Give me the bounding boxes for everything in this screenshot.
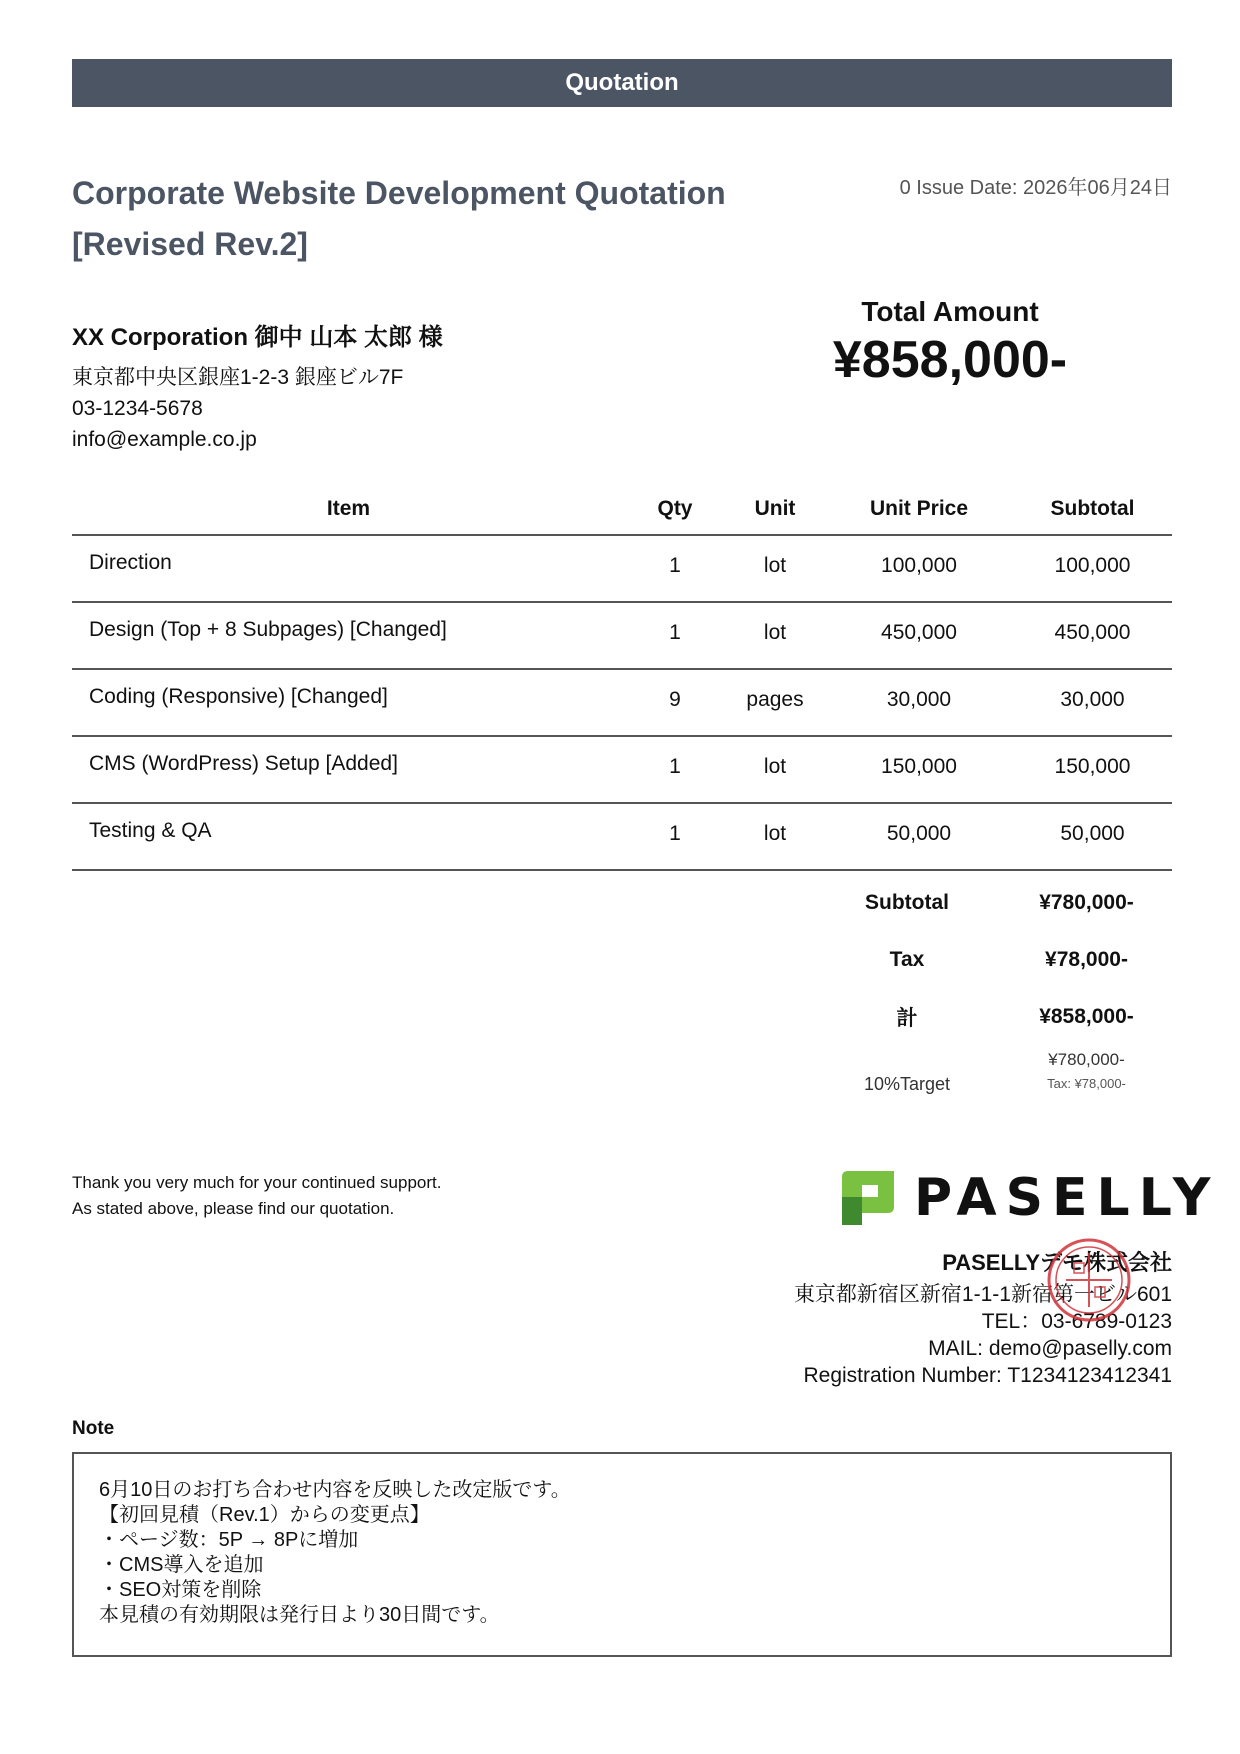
logo-wordmark: PASELLY xyxy=(914,1168,1220,1228)
item-qty: 1 xyxy=(669,822,681,845)
logo-mark-icon xyxy=(838,1167,898,1229)
company-tel: TEL：03-6789-0123 xyxy=(981,1310,1172,1333)
item-name: Coding (Responsive) [Changed] xyxy=(89,685,388,708)
item-name: Testing & QA xyxy=(89,819,212,842)
item-unit: lot xyxy=(763,755,787,778)
recipient-phone: 03-1234-5678 xyxy=(72,397,203,420)
item-qty: 9 xyxy=(669,688,681,711)
tax-rate-values xyxy=(1001,1050,1172,1095)
thanks-line-1: Thank you very much for your continued support. xyxy=(72,1173,442,1192)
table-row xyxy=(72,670,1172,737)
subtotal-row xyxy=(813,874,1172,931)
total-amount-box xyxy=(800,296,1100,390)
item-unit: lot xyxy=(763,621,787,644)
header-unit-price: Unit Price xyxy=(869,496,969,520)
thanks-line-2: As stated above, please find our quotation. xyxy=(72,1199,395,1218)
item-unit-price: 100,000 xyxy=(881,554,957,577)
item-name: Design (Top + 8 Subpages) [Changed] xyxy=(89,618,447,641)
item-subtotal: 50,000 xyxy=(1060,822,1125,845)
company-address: 東京都新宿区新宿1-1-1新宿第一ビル601 xyxy=(793,1283,1172,1306)
grand-total-value: ¥858,000- xyxy=(1039,1004,1134,1028)
header-title: Quotation xyxy=(565,69,679,96)
note-label: Note xyxy=(72,1418,115,1439)
thanks-message xyxy=(72,1170,441,1222)
subtotal-value: ¥780,000- xyxy=(1039,890,1134,914)
company-registration: Registration Number: T1234123412341 xyxy=(803,1364,1172,1387)
tax-value: ¥78,000- xyxy=(1045,947,1128,971)
item-unit-price: 50,000 xyxy=(886,822,952,845)
company-seal-stamp xyxy=(1046,1237,1132,1323)
items-table-header xyxy=(72,483,1172,536)
table-row xyxy=(72,737,1172,804)
table-row xyxy=(72,603,1172,670)
total-amount-value: ¥858,000- xyxy=(832,331,1068,389)
document-title: Corporate Website Development Quotation [Revised Rev.2] xyxy=(72,175,726,262)
header-item: Item xyxy=(326,496,371,520)
header-subtotal: Subtotal xyxy=(1050,496,1135,520)
header-bar xyxy=(72,59,1172,107)
item-subtotal: 30,000 xyxy=(1060,688,1125,711)
grand-total-label: 計 xyxy=(896,1006,918,1030)
item-unit: pages xyxy=(746,688,804,711)
recipient-email: info@example.co.jp xyxy=(72,428,257,451)
company-logo xyxy=(838,1167,1219,1229)
tax-rate-breakdown xyxy=(813,1050,1172,1095)
table-row xyxy=(72,536,1172,603)
item-subtotal: 150,000 xyxy=(1054,755,1131,778)
items-table xyxy=(72,483,1172,871)
item-subtotal: 450,000 xyxy=(1054,621,1131,644)
item-unit-price: 450,000 xyxy=(881,621,957,644)
item-unit: lot xyxy=(763,822,787,845)
item-qty: 1 xyxy=(669,621,681,644)
table-row xyxy=(72,804,1172,871)
company-mail: MAIL: demo@paselly.com xyxy=(928,1337,1172,1360)
item-qty: 1 xyxy=(669,554,681,577)
item-unit: lot xyxy=(763,554,787,577)
tax-rate-label: 10%Target xyxy=(863,1074,951,1094)
issue-date: 0 Issue Date: 2026年06月24日 xyxy=(899,177,1172,199)
tax-rate-tax: Tax: ¥78,000- xyxy=(1047,1076,1126,1091)
tax-row xyxy=(813,931,1172,988)
note-box: 6月10日のお打ち合わせ内容を反映した改定版です。 【初回見積（Rev.1）からの変更点】 ・ページ数：5P → 8Pに増加 ・CMS導入を追加 ・SEO対策を削除 本見積の有効期限は発行日より30日間です。 xyxy=(72,1452,1172,1657)
subtotal-label: Subtotal xyxy=(865,890,949,914)
tax-rate-amount: ¥780,000- xyxy=(1048,1050,1125,1069)
header-unit: Unit xyxy=(754,496,796,520)
tax-label: Tax xyxy=(889,947,925,971)
item-unit-price: 30,000 xyxy=(886,688,952,711)
recipient-block xyxy=(72,317,443,455)
company-name: PASELLYデモ株式会社 xyxy=(942,1250,1172,1275)
totals-block xyxy=(813,874,1172,1095)
total-amount-label: Total Amount xyxy=(861,296,1039,327)
recipient-address: 東京都中央区銀座1-2-3 銀座ビル7F xyxy=(72,366,404,389)
header-qty: Qty xyxy=(657,496,693,520)
item-name: CMS (WordPress) Setup [Added] xyxy=(89,752,398,775)
recipient-name: XX Corporation 御中 山本 太郎 様 xyxy=(72,324,443,351)
item-qty: 1 xyxy=(669,755,681,778)
grand-total-row xyxy=(813,988,1172,1045)
item-unit-price: 150,000 xyxy=(881,755,957,778)
item-subtotal: 100,000 xyxy=(1054,554,1131,577)
item-name: Direction xyxy=(89,551,172,574)
